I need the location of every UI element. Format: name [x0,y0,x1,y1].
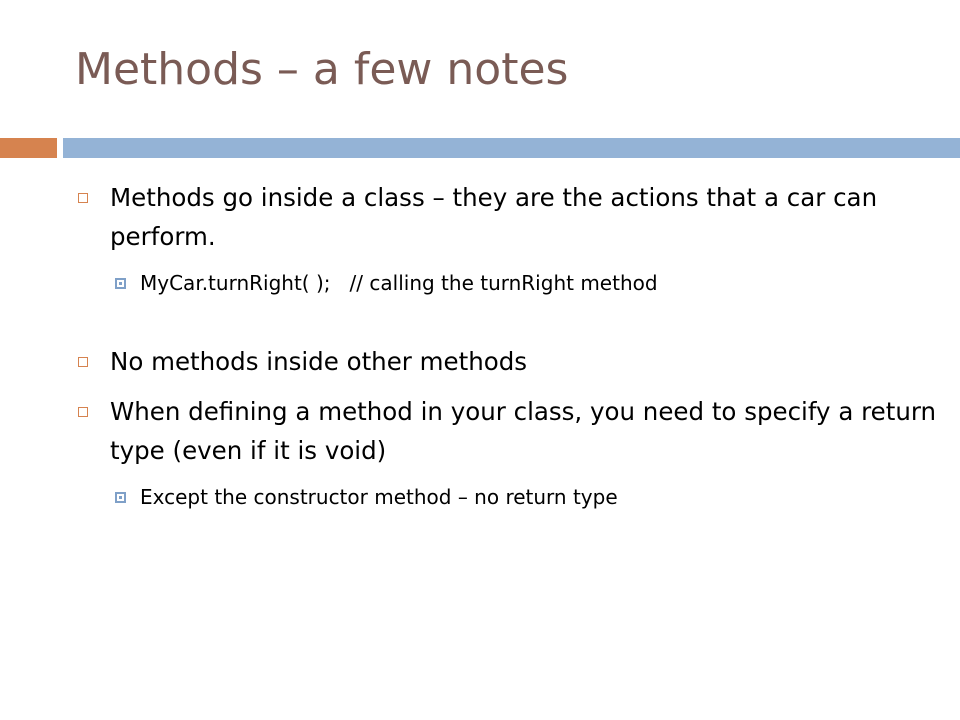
bullet-text: When defining a method in your class, you need to specify a return type (even if it is void) [110,397,937,465]
sub-bullet-text: MyCar.turnRight( ); // calling the turnRight method [140,271,658,295]
slide-body [78,178,938,512]
square-bullet-icon [78,193,88,203]
sub-bullet-item-constructor-exception [78,482,938,512]
bullet-text: No methods inside other methods [110,347,528,376]
bullet-text: Methods go inside a class – they are the actions that a car can perform. [110,183,878,251]
bullet-item-return-type [78,392,938,470]
title-accent-bar [0,138,57,158]
sub-bullet-text: Except the constructor method – no return type [140,485,618,509]
bullet-item-no-nested-methods [78,342,938,381]
filled-square-bullet-icon [115,278,126,289]
bullet-item-methods-inside-class [78,178,938,256]
title-underline-bar [63,138,960,158]
slide-title: Methods – a few notes [75,44,569,95]
filled-square-bullet-icon [115,492,126,503]
square-bullet-icon [78,357,88,367]
sub-bullet-item-turnright-example [78,268,938,298]
square-bullet-icon [78,407,88,417]
